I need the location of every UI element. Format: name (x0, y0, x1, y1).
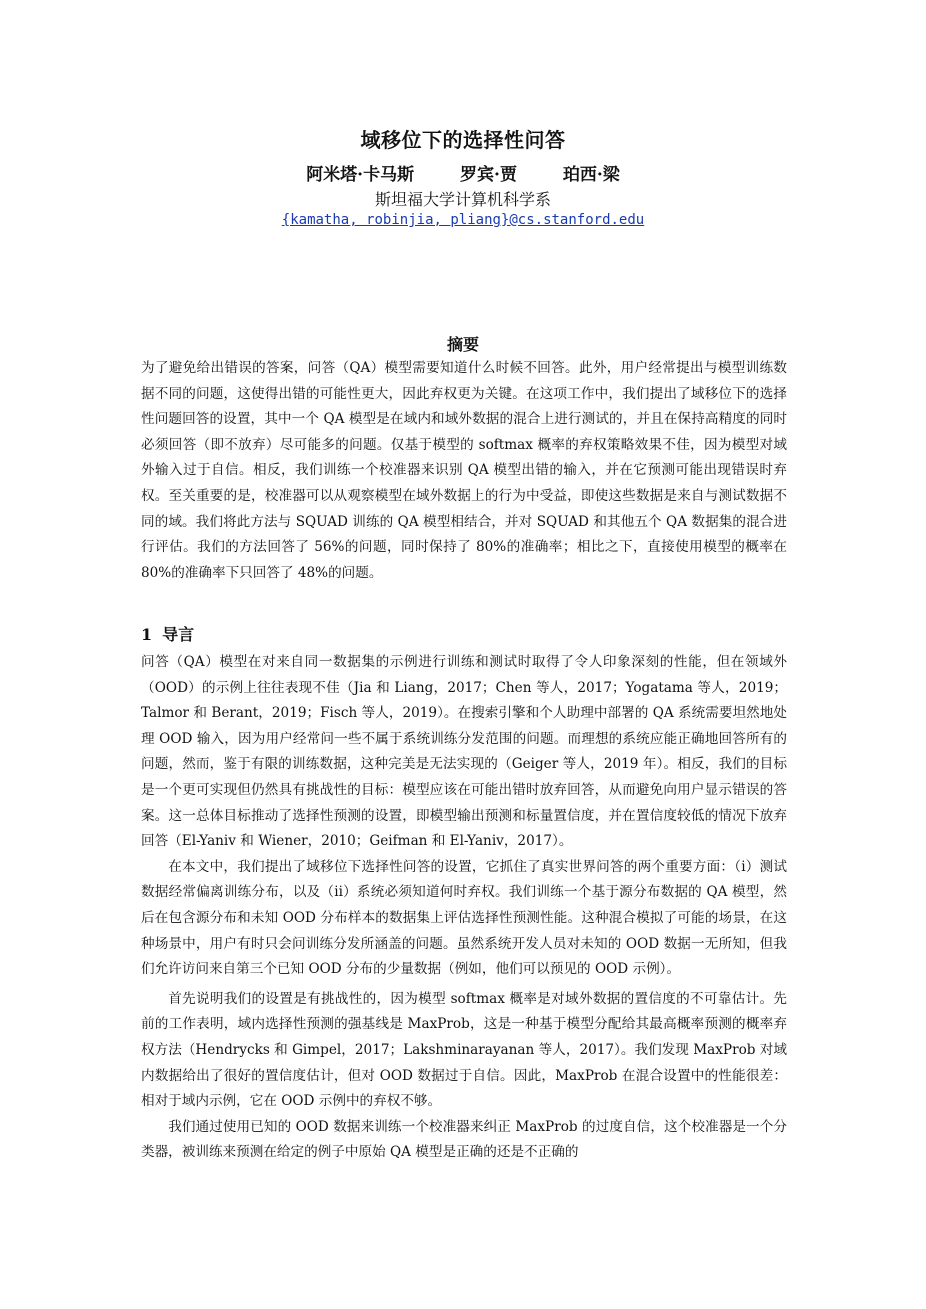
section-body (141, 650, 787, 1166)
author-name: 阿米塔·卡马斯 (306, 165, 415, 185)
author-name: 珀西·梁 (562, 165, 620, 185)
abstract-heading: 摘要 (446, 335, 479, 354)
paper-title: 域移位下的选择性问答 (360, 128, 566, 152)
paragraph: 在本文中，我们提出了域移位下选择性问答的设置，它抓住了真实世界问答的两个重要方面：（i）测试数据经常偏离训练分布，以及（ii）系统必须知道何时弃权。我们训练一个基于源分布数据的 QA 模型，然后在包含源分布和未知 OOD 分布样本的数据集上评估选择性预测性能。这种混合模拟了可能的场景，在这种场景中，用户有时只会问训练分发所涵盖的问题。虽然系统开发人员对未知的 OOD 数据一无所知，但我们允许访问来自第三个已知 OOD 分布的少量数据（例如，他们可以预见的 OOD 示例）。 (141, 858, 787, 978)
section-number: 1 (141, 625, 153, 644)
paragraph: 我们通过使用已知的 OOD 数据来训练一个校准器来纠正 MaxProb 的过度自信，这个校准器是一个分类器，被训练来预测在给定的例子中原始 QA 模型是正确的还是不正确的 (141, 1118, 787, 1161)
paragraph: 首先说明我们的设置是有挑战性的，因为模型 softmax 概率是对域外数据的置信度的不可靠估计。先前的工作表明，域内选择性预测的强基线是 MaxProb，这是一种基于模型分配给其最高概率预测的概率弃权方法（Hendrycks 和 Gimpel，2017；Lakshminarayanan 等人，2017）。我们发现 MaxProb 对域内数据给出了很好的置信度估计，但对 OOD 数据过于自信。因此，MaxProb 在混合设置中的性能很差：相对于域内示例，它在 OOD 示例中的弃权不够。 (141, 990, 787, 1110)
section-title: 导言 (162, 625, 195, 644)
email-link[interactable]: {kamatha, robinjia, pliang}@cs.stanford.edu (281, 212, 645, 228)
affiliation: 斯坦福大学计算机科学系 (374, 190, 551, 209)
author-list (0, 160, 926, 185)
abstract-text: 为了避免给出错误的答案，问答（QA）模型需要知道什么时候不回答。此外，用户经常提出与模型训练数据不同的问题，这使得出错的可能性更大，因此弃权更为关键。在这项工作中，我们提出了域移位下的选择性问题回答的设置，其中一个 QA 模型是在域内和域外数据的混合上进行测试的，并且在保持高精度的同时必须回答（即不放弃）尽可能多的问题。仅基于模型的 softmax 概率的弃权策略效果不佳，因为模型对域外输入过于自信。相反，我们训练一个校准器来识别 QA 模型出错的输入，并在它预测可能出现错误时弃权。至关重要的是，校准器可以从观察模型在域外数据上的行为中受益，即使这些数据是来自与测试数据不同的域。我们将此方法与 SQUAD 训练的 QA 模型相结合，并对 SQUAD 和其他五个 QA 数据集的混合进行评估。我们的方法回答了 56%的问题，同时保持了 80%的准确率；相比之下，直接使用模型的概率在 80%的准确率下只回答了 48%的问题。 (141, 360, 787, 581)
paragraph: 问答（QA）模型在对来自同一数据集的示例进行训练和测试时取得了令人印象深刻的性能，但在领域外（OOD）的示例上往往表现不佳（Jia 和 Liang，2017；Chen 等人，2017；Yogatama 等人，2019；Talmor 和 Berant，2019；Fisch 等人，2019）。在搜索引擎和个人助理中部署的 QA 系统需要坦然地处理 OOD 输入，因为用户经常问一些不属于系统训练分发范围的问题。而理想的系统应能正确地回答所有的问题，然而，鉴于有限的训练数据，这种完美是无法实现的（Geiger 等人，2019 年）。相反，我们的目标是一个更可实现但仍然具有挑战性的目标：模型应该在可能出错时放弃回答，从而避免向用户显示错误的答案。这一总体目标推动了选择性预测的设置，即模型输出预测和标量置信度，并在置信度较低的情况下放弃回答（El-Yaniv 和 Wiener，2010；Geifman 和 El-Yaniv，2017）。 (141, 654, 787, 850)
section-heading (141, 622, 194, 645)
author-name: 罗宾·贾 (460, 165, 517, 185)
